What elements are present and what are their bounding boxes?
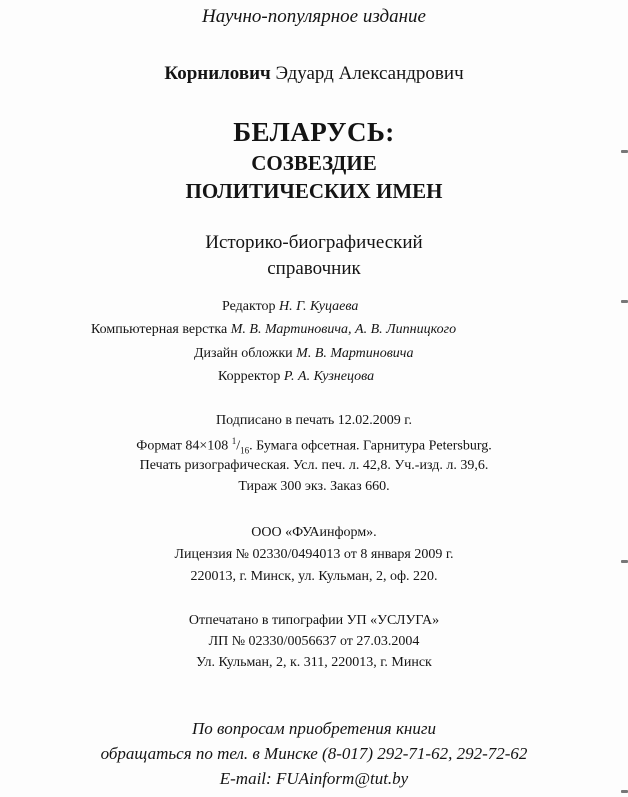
print-method: Печать ризографическая. Усл. печ. л. 42,8. Уч.-изд. л. 39,6. <box>139 458 489 473</box>
print-format: Формат 84×108 $^1/_{16}$. Бумага офсетная. Гарнитура Petersburg. <box>136 436 492 456</box>
credit-proofreader <box>218 369 374 385</box>
scan-mark <box>621 790 628 793</box>
subtitle-line-1: Историко-биографический <box>205 232 423 253</box>
publisher-address: 220013, г. Минск, ул. Кульман, 2, оф. 220. <box>190 569 438 584</box>
printer-line-1: Отпечатано в типографии УП «УСЛУГА» <box>188 613 440 628</box>
publisher-name: ООО «ФУАинформ». <box>251 525 377 540</box>
credit-editor <box>222 299 358 315</box>
format-prefix: Формат 84×108 <box>136 438 229 454</box>
subtitle-line-2: справочник <box>267 258 361 279</box>
title-line-2: СОЗВЕЗДИЕ <box>251 151 377 175</box>
signed-for-print: Подписано в печать 12.02.2009 г. <box>216 413 412 428</box>
scan-mark <box>621 150 628 153</box>
credit-cover-design <box>194 346 413 362</box>
scan-mark <box>621 560 628 563</box>
author-surname: Корнилович <box>164 63 271 84</box>
author-name <box>0 63 628 85</box>
contact-email: E-mail: FUAinform@tut.by <box>219 769 409 788</box>
title-line-3: ПОЛИТИЧЕСКИХ ИМЕН <box>185 179 443 203</box>
format-rest: . Бумага офсетная. Гарнитура Petersburg. <box>249 438 492 454</box>
credit-role: Компьютерная верстка <box>91 322 228 337</box>
publisher-license: Лицензия № 02330/0494013 от 8 января 2009 г. <box>174 547 454 562</box>
author-given-names: Эдуард Александрович <box>275 63 464 84</box>
credit-role: Дизайн обложки <box>194 346 293 361</box>
credit-names: Р. А. Кузнецова <box>283 369 375 384</box>
format-numerator: 1 <box>231 436 237 446</box>
contact-line-2: обращаться по тел. в Минске (8-017) 292-71-62, 292-72-62 <box>100 744 528 763</box>
credit-role: Редактор <box>222 299 276 314</box>
credit-names: М. В. Мартиновича <box>296 346 414 361</box>
credit-names: М. В. Мартиновича, А. В. Липницкого <box>230 322 457 337</box>
circulation: Тираж 300 экз. Заказ 660. <box>238 479 390 494</box>
title-line-1: БЕЛАРУСЬ: <box>233 117 395 147</box>
credit-names: Н. Г. Куцаева <box>279 299 359 314</box>
contact-line-1: По вопросам приобретения книги <box>192 719 436 738</box>
credit-layout <box>91 322 456 338</box>
scan-mark <box>621 300 628 303</box>
edition-type: Научно-популярное издание <box>201 6 426 27</box>
printer-line-3: Ул. Кульман, 2, к. 311, 220013, г. Минск <box>196 655 432 670</box>
credit-role: Корректор <box>218 369 281 384</box>
format-denominator: 16 <box>240 445 250 456</box>
printer-line-2: ЛП № 02330/0056637 от 27.03.2004 <box>208 634 420 649</box>
